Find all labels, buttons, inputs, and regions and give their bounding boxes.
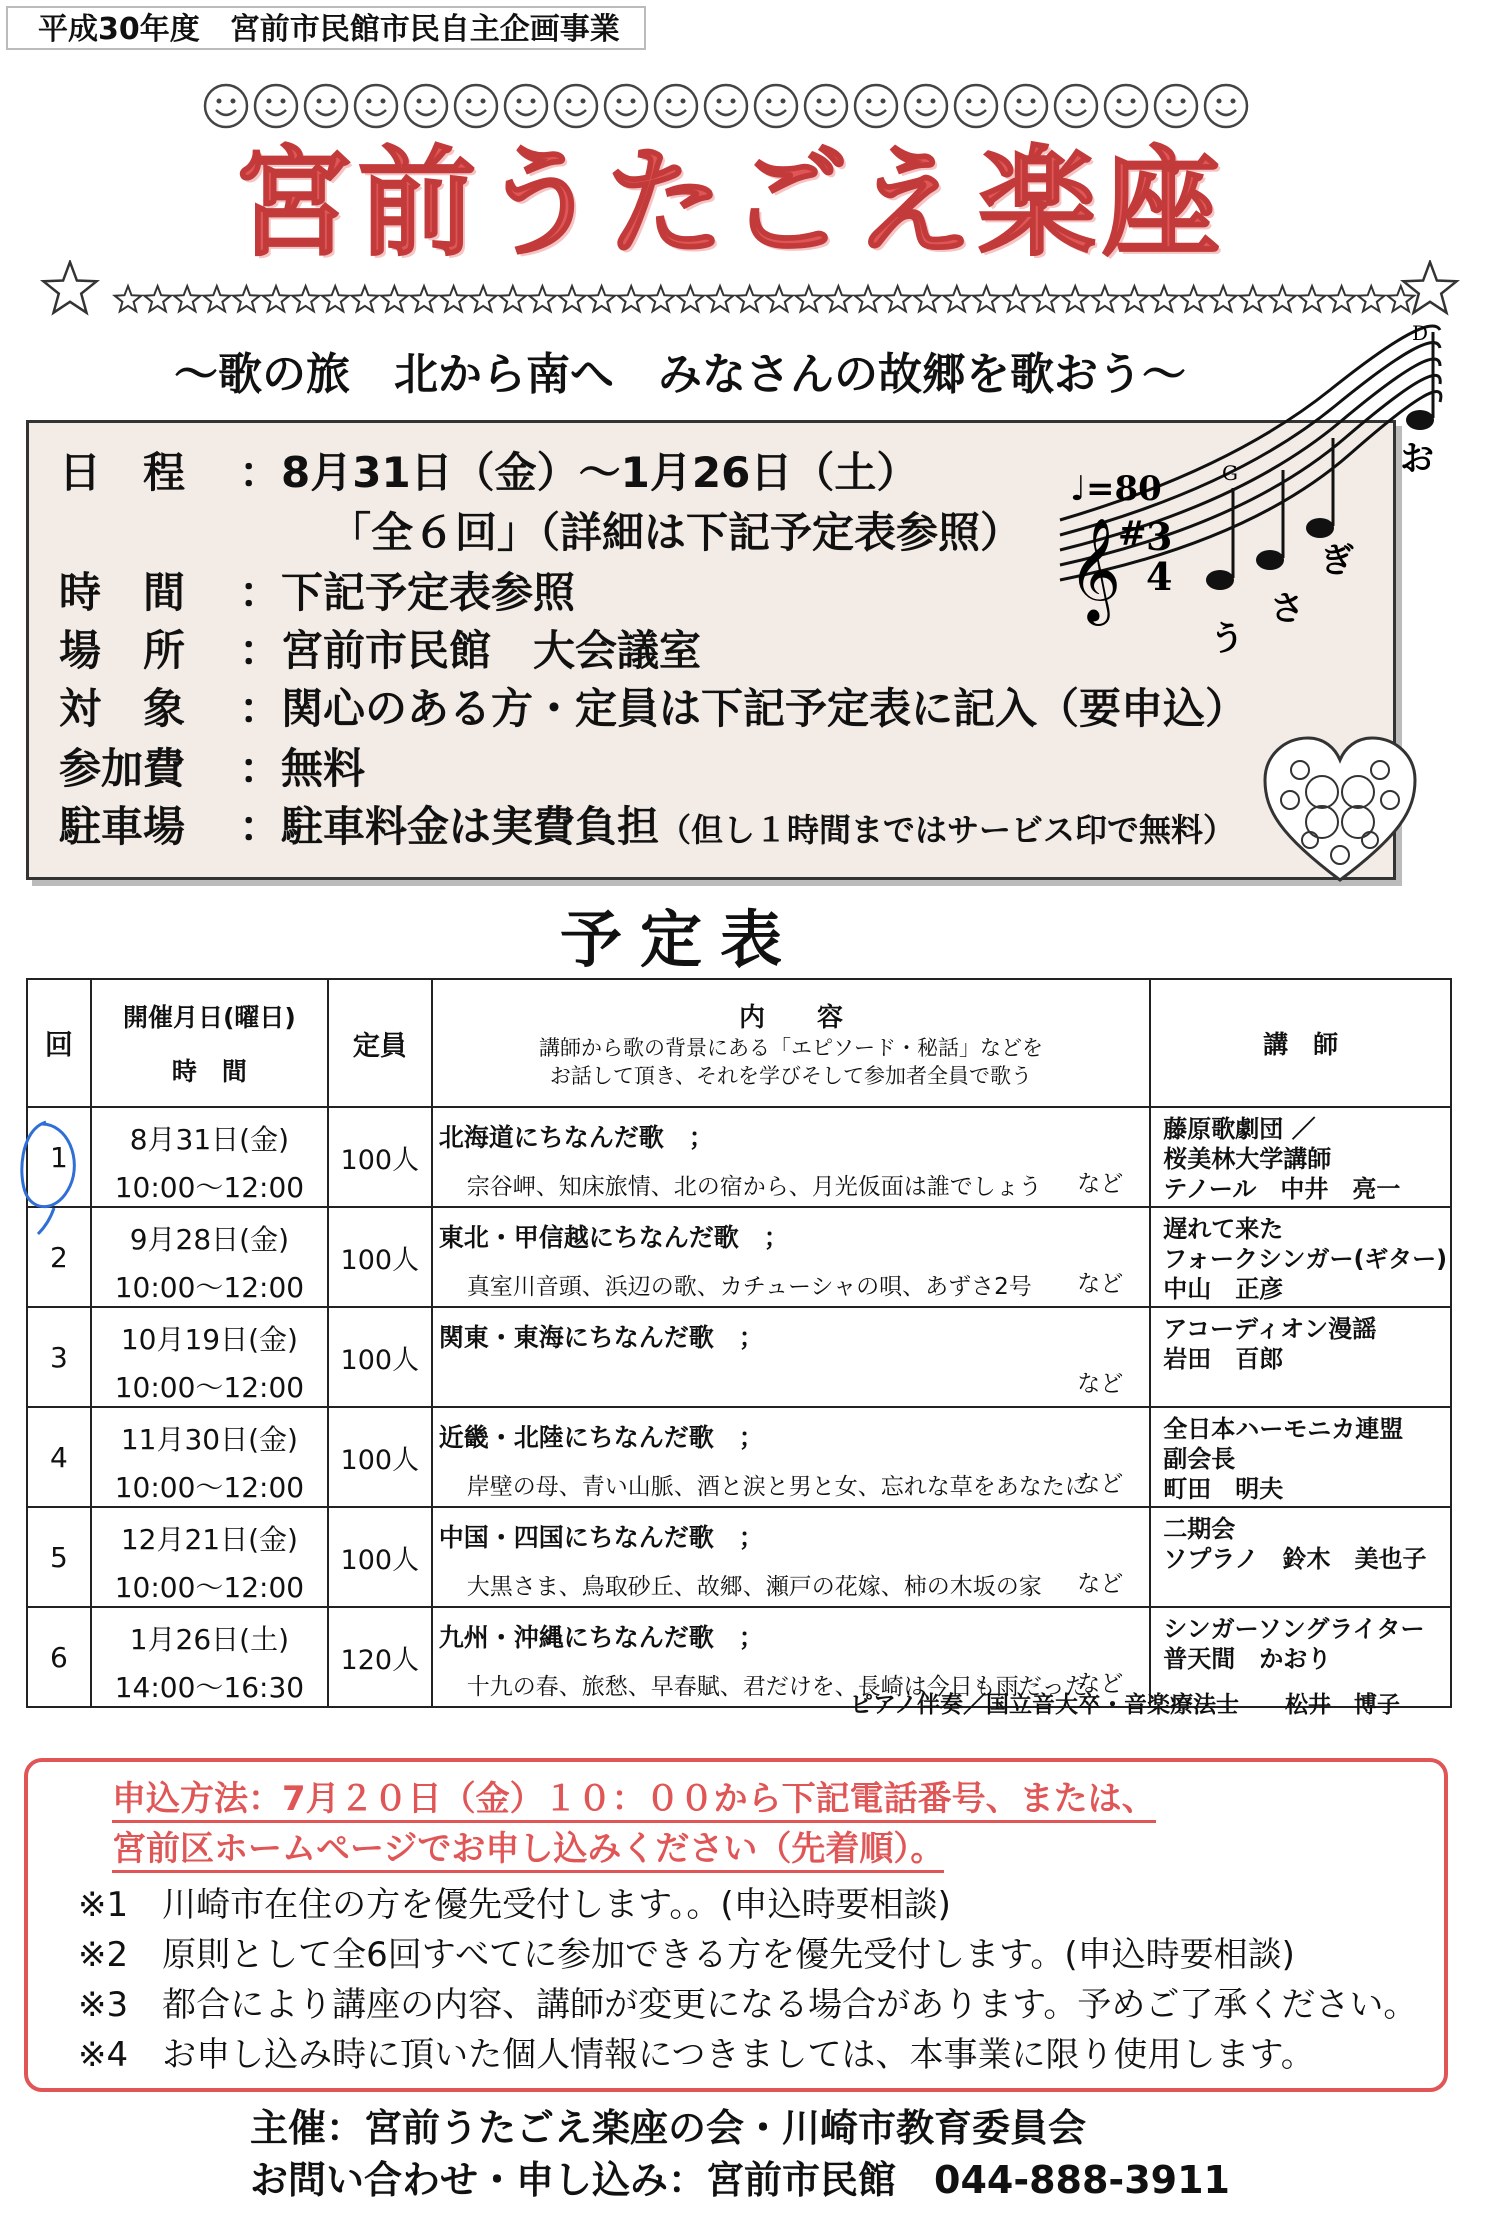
star-icon bbox=[411, 286, 438, 311]
smiley-icon bbox=[1055, 85, 1097, 127]
row-lecturer bbox=[1150, 1407, 1451, 1507]
header-lecturer: 講 師 bbox=[1150, 979, 1451, 1107]
application-heading-1: 申込方法：7月２０日（金）１０：００から下記電話番号、または、 bbox=[112, 1778, 1156, 1823]
smiley-icon bbox=[955, 85, 997, 127]
row-content bbox=[432, 1407, 1151, 1507]
star-icon bbox=[1240, 286, 1267, 311]
star-icon bbox=[884, 286, 911, 311]
row-lecturer bbox=[1150, 1107, 1451, 1207]
lyric-3: ぎ bbox=[1320, 541, 1354, 581]
row-date-time: 10:00～12:00 bbox=[114, 1571, 305, 1604]
row-content-etc: など bbox=[1077, 1371, 1124, 1397]
row-content bbox=[432, 1307, 1151, 1407]
row-content-songs bbox=[433, 1354, 1150, 1368]
info-label: 場 所 bbox=[59, 626, 186, 675]
star-icon bbox=[233, 286, 260, 311]
info-label: 対 象 bbox=[59, 684, 186, 733]
piano-accompaniment-note: ピアノ伴奏／国立音大卒・音楽療法士 松井 博子 bbox=[849, 1692, 1400, 1718]
sharp-mark: # bbox=[1118, 514, 1147, 554]
info-label: 日 程 bbox=[59, 448, 186, 497]
star-icon bbox=[1003, 286, 1030, 311]
star-icon bbox=[855, 286, 882, 311]
info-row-parking bbox=[59, 799, 1235, 858]
music-staff-illustration bbox=[1030, 320, 1450, 680]
star-icon bbox=[381, 286, 408, 311]
row-content-title: 東北・甲信越にちなんだ歌 ； bbox=[438, 1223, 789, 1252]
info-row-place bbox=[59, 623, 701, 679]
smiley-icon bbox=[605, 85, 647, 127]
row-lecturer bbox=[1150, 1507, 1451, 1607]
info-value: ：駐車料金は実費負担 bbox=[239, 802, 660, 851]
star-icon bbox=[352, 286, 379, 311]
row-date-day: 12月21日(金) bbox=[120, 1523, 298, 1556]
smiley-icon bbox=[1105, 85, 1147, 127]
star-icon bbox=[559, 286, 586, 311]
header-date bbox=[91, 979, 328, 1107]
note-label-g: G bbox=[1222, 461, 1238, 485]
smiley-icon bbox=[805, 85, 847, 127]
row-content-title: 関東・東海にちなんだ歌 ； bbox=[438, 1323, 764, 1352]
application-note-3: ※3 都合により講座の内容、講師が変更になる場合があります。予めご了承ください。 bbox=[78, 1985, 1418, 2025]
star-icon bbox=[292, 286, 319, 311]
star-icon bbox=[618, 286, 645, 311]
star-icon bbox=[588, 286, 615, 311]
time-signature-bottom: 4 bbox=[1146, 554, 1173, 599]
time-signature-top: 3 bbox=[1146, 514, 1173, 559]
smiley-icon bbox=[905, 85, 947, 127]
star-icon bbox=[1358, 286, 1385, 311]
row-lecturer-text: 全日本ハーモニカ連盟 副会長 町田 明夫 bbox=[1163, 1415, 1404, 1503]
row-num: 4 bbox=[27, 1407, 91, 1507]
row-num: 5 bbox=[27, 1507, 91, 1607]
star-icon bbox=[529, 286, 556, 311]
table-row bbox=[27, 1107, 1451, 1207]
row-content bbox=[432, 1107, 1151, 1207]
smiley-icon bbox=[355, 85, 397, 127]
row-capacity: 100人 bbox=[328, 1507, 432, 1607]
star-icon bbox=[204, 286, 231, 311]
smiley-icon bbox=[1205, 85, 1247, 127]
row-date-time: 10:00～12:00 bbox=[114, 1271, 305, 1304]
star-icon bbox=[1210, 286, 1237, 311]
schedule-table bbox=[26, 978, 1452, 1708]
lyric-4: お bbox=[1400, 439, 1434, 479]
row-lecturer-text: 藤原歌劇団 ／ 桜美林大学講師 テノール 中井 亮一 bbox=[1163, 1115, 1401, 1203]
lyric-2: さ bbox=[1270, 589, 1304, 629]
row-content-title: 近畿・北陸にちなんだ歌 ； bbox=[438, 1423, 764, 1452]
smiley-icon bbox=[655, 85, 697, 127]
row-date-day: 1月26日(土) bbox=[129, 1623, 290, 1656]
star-icon bbox=[796, 286, 823, 311]
application-note-2: ※2 原則として全6回すべてに参加できる方を優先受付します。(申込時要相談) bbox=[78, 1935, 1295, 1975]
row-content-etc: など bbox=[1077, 1171, 1124, 1197]
row-content-etc: など bbox=[1077, 1671, 1124, 1697]
star-icon bbox=[43, 262, 96, 313]
star-icon bbox=[1299, 286, 1326, 311]
smiley-icon bbox=[455, 85, 497, 127]
header-content-sub2: お話して頂き、それを学びそして参加者全員で歌う bbox=[549, 1063, 1033, 1088]
header-content-sub1: 講師から歌の背景にある「エピソード・秘話」などを bbox=[538, 1035, 1043, 1060]
row-num: 6 bbox=[27, 1607, 91, 1707]
star-icon bbox=[707, 286, 734, 311]
contact-line: お問い合わせ・申し込み：宮前市民館 044-888-3911 bbox=[250, 2158, 1230, 2202]
row-num: 3 bbox=[27, 1307, 91, 1407]
eyebrow-label: 平成30年度 宮前市民館市民自主企画事業 bbox=[6, 6, 646, 50]
row-date-time: 10:00～12:00 bbox=[114, 1471, 305, 1504]
row-capacity: 100人 bbox=[328, 1207, 432, 1307]
row-date-day: 8月31日(金) bbox=[129, 1123, 290, 1156]
star-icon bbox=[1032, 286, 1059, 311]
application-heading-2: 宮前区ホームページでお申し込みください（先着順）。 bbox=[112, 1828, 944, 1873]
header-num: 回 bbox=[27, 979, 91, 1107]
row-content-title: 九州・沖縄にちなんだ歌 ； bbox=[438, 1623, 764, 1652]
row-content-songs: 大黒さま、鳥取砂丘、故郷、瀬戸の花嫁、柿の木坂の家 bbox=[466, 1574, 1042, 1600]
star-icon bbox=[944, 286, 971, 311]
star-icon bbox=[677, 286, 704, 311]
header-capacity: 定員 bbox=[328, 979, 432, 1107]
star-icon bbox=[1151, 286, 1178, 311]
smiley-icon bbox=[705, 85, 747, 127]
application-note-4: ※4 お申し込み時に頂いた個人情報につきましては、本事業に限り使用します。 bbox=[78, 2035, 1315, 2075]
row-date bbox=[91, 1207, 328, 1307]
info-row-time bbox=[59, 565, 575, 621]
smiley-icon bbox=[505, 85, 547, 127]
pen-circle-mark bbox=[14, 1116, 84, 1238]
row-num: 1 bbox=[27, 1107, 91, 1207]
treble-clef-icon: 𝄞 bbox=[1068, 517, 1122, 622]
info-label: 参加費 bbox=[59, 744, 186, 793]
info-label: 駐車場 bbox=[59, 802, 186, 851]
row-lecturer-text: 二期会 ソプラノ 鈴木 美也子 bbox=[1163, 1515, 1427, 1573]
info-row-fee bbox=[59, 741, 365, 797]
table-row bbox=[27, 1307, 1451, 1407]
row-content-songs: 真室川音頭、浜辺の歌、カチューシャの唄、あずさ2号 bbox=[466, 1274, 1032, 1300]
star-icon bbox=[1388, 286, 1415, 311]
star-icon bbox=[766, 286, 793, 311]
info-value: ：8月31日（金）～1月26日（土） bbox=[239, 448, 919, 497]
application-box bbox=[24, 1758, 1448, 2092]
header-content-title: 内 容 bbox=[738, 1002, 843, 1033]
star-icon bbox=[115, 286, 142, 311]
row-content-etc: など bbox=[1077, 1271, 1124, 1297]
row-content-songs: 宗谷岬、知床旅情、北の宿から、月光仮面は誰でしょう bbox=[466, 1174, 1042, 1200]
star-icon bbox=[973, 286, 1000, 311]
info-value: 「全６回」（詳細は下記予定表参照） bbox=[329, 508, 1023, 557]
info-label: 時 間 bbox=[59, 568, 186, 617]
row-lecturer-text: シンガーソングライター 普天間 かおり bbox=[1163, 1615, 1425, 1673]
star-icon bbox=[825, 286, 852, 311]
star-icon bbox=[1121, 286, 1148, 311]
row-lecturer bbox=[1150, 1207, 1451, 1307]
info-row-schedule bbox=[59, 445, 918, 501]
star-icon bbox=[174, 286, 201, 311]
row-lecturer bbox=[1150, 1307, 1451, 1407]
row-capacity: 100人 bbox=[328, 1107, 432, 1207]
info-row-target bbox=[59, 681, 1247, 737]
info-note: （但し１時間まではサービス印で無料） bbox=[659, 811, 1236, 849]
table-row bbox=[27, 1207, 1451, 1307]
tempo-mark: ♩=80 bbox=[1070, 469, 1162, 509]
smiley-icon bbox=[405, 85, 447, 127]
row-capacity: 100人 bbox=[328, 1307, 432, 1407]
star-icon bbox=[263, 286, 290, 311]
star-icon bbox=[1269, 286, 1296, 311]
star-icon bbox=[144, 286, 171, 311]
row-content bbox=[432, 1207, 1151, 1307]
note-label-d: D bbox=[1412, 321, 1429, 345]
star-icon bbox=[1403, 262, 1456, 313]
row-date bbox=[91, 1407, 328, 1507]
row-date bbox=[91, 1107, 328, 1207]
row-content-songs: 岸壁の母、青い山脈、酒と涙と男と女、忘れな草をあなたに bbox=[466, 1474, 1088, 1500]
info-value: ：無料 bbox=[239, 744, 366, 793]
table-row bbox=[27, 1507, 1451, 1607]
star-icon bbox=[1180, 286, 1207, 311]
info-value: ：下記予定表参照 bbox=[239, 568, 576, 617]
row-content-title: 中国・四国にちなんだ歌 ； bbox=[438, 1523, 764, 1552]
row-lecturer-text: 遅れて来た フォークシンガー(ギター) 中山 正彦 bbox=[1163, 1215, 1448, 1303]
smiley-icon bbox=[755, 85, 797, 127]
row-date-time: 10:00～12:00 bbox=[114, 1171, 305, 1204]
row-num: 2 bbox=[27, 1207, 91, 1307]
star-icon bbox=[914, 286, 941, 311]
page-title: 宮前うたごえ楽座 bbox=[233, 134, 1226, 272]
header-content bbox=[432, 979, 1151, 1107]
star-icon bbox=[1092, 286, 1119, 311]
smiley-row bbox=[200, 78, 1250, 134]
table-header-row bbox=[27, 979, 1451, 1107]
info-row-schedule-note bbox=[329, 505, 1022, 561]
row-capacity: 120人 bbox=[328, 1607, 432, 1707]
row-content-title: 北海道にちなんだ歌 ； bbox=[438, 1123, 714, 1152]
star-icon bbox=[736, 286, 763, 311]
star-icon bbox=[648, 286, 675, 311]
star-icon bbox=[470, 286, 497, 311]
header-date-line2: 時 間 bbox=[171, 1057, 247, 1086]
star-icon bbox=[500, 286, 527, 311]
application-note-1: ※1 川崎市在住の方を優先受付します。。(申込時要相談) bbox=[78, 1885, 951, 1925]
row-date-day: 10月19日(金) bbox=[120, 1323, 298, 1356]
row-date-day: 11月30日(金) bbox=[120, 1423, 298, 1456]
smiley-icon bbox=[555, 85, 597, 127]
row-date bbox=[91, 1607, 328, 1707]
smiley-icon bbox=[1155, 85, 1197, 127]
star-icon bbox=[1062, 286, 1089, 311]
info-value: ：宮前市民館 大会議室 bbox=[239, 626, 702, 675]
row-content-etc: など bbox=[1077, 1571, 1124, 1597]
schedule-title: 予定表 bbox=[560, 903, 801, 976]
page-subtitle: ～歌の旅 北から南へ みなさんの故郷を歌おう～ bbox=[174, 349, 1186, 400]
lyric-1: う bbox=[1210, 619, 1244, 659]
smiley-icon bbox=[305, 85, 347, 127]
smiley-icon bbox=[1005, 85, 1047, 127]
row-content-etc: など bbox=[1077, 1471, 1124, 1497]
star-icon bbox=[440, 286, 467, 311]
row-content bbox=[432, 1507, 1151, 1607]
row-date bbox=[91, 1307, 328, 1407]
smiley-icon bbox=[255, 85, 297, 127]
row-capacity: 100人 bbox=[328, 1407, 432, 1507]
table-row bbox=[27, 1407, 1451, 1507]
row-lecturer-text: アコーディオン漫謡 岩田 百郎 bbox=[1163, 1315, 1377, 1373]
header-date-line1: 開催月日(曜日) bbox=[122, 1003, 296, 1032]
star-icon bbox=[322, 286, 349, 311]
smiley-icon bbox=[855, 85, 897, 127]
smiley-icon bbox=[205, 85, 247, 127]
row-content-songs: 十九の春、旅愁、早春賦、君だけを、長崎は今日も雨だった bbox=[466, 1674, 1088, 1700]
star-row bbox=[40, 260, 1460, 320]
host-line: 主催：宮前うたごえ楽座の会・川崎市教育委員会 bbox=[250, 2106, 1087, 2150]
info-value: ：関心のある方・定員は下記予定表に記入（要申込） bbox=[239, 684, 1248, 733]
row-date-time: 10:00～12:00 bbox=[114, 1371, 305, 1404]
star-icon bbox=[1328, 286, 1355, 311]
row-date bbox=[91, 1507, 328, 1607]
row-date-time: 14:00～16:30 bbox=[114, 1671, 305, 1704]
row-date-day: 9月28日(金) bbox=[129, 1223, 290, 1256]
heart-decoration-icon bbox=[1260, 730, 1420, 890]
